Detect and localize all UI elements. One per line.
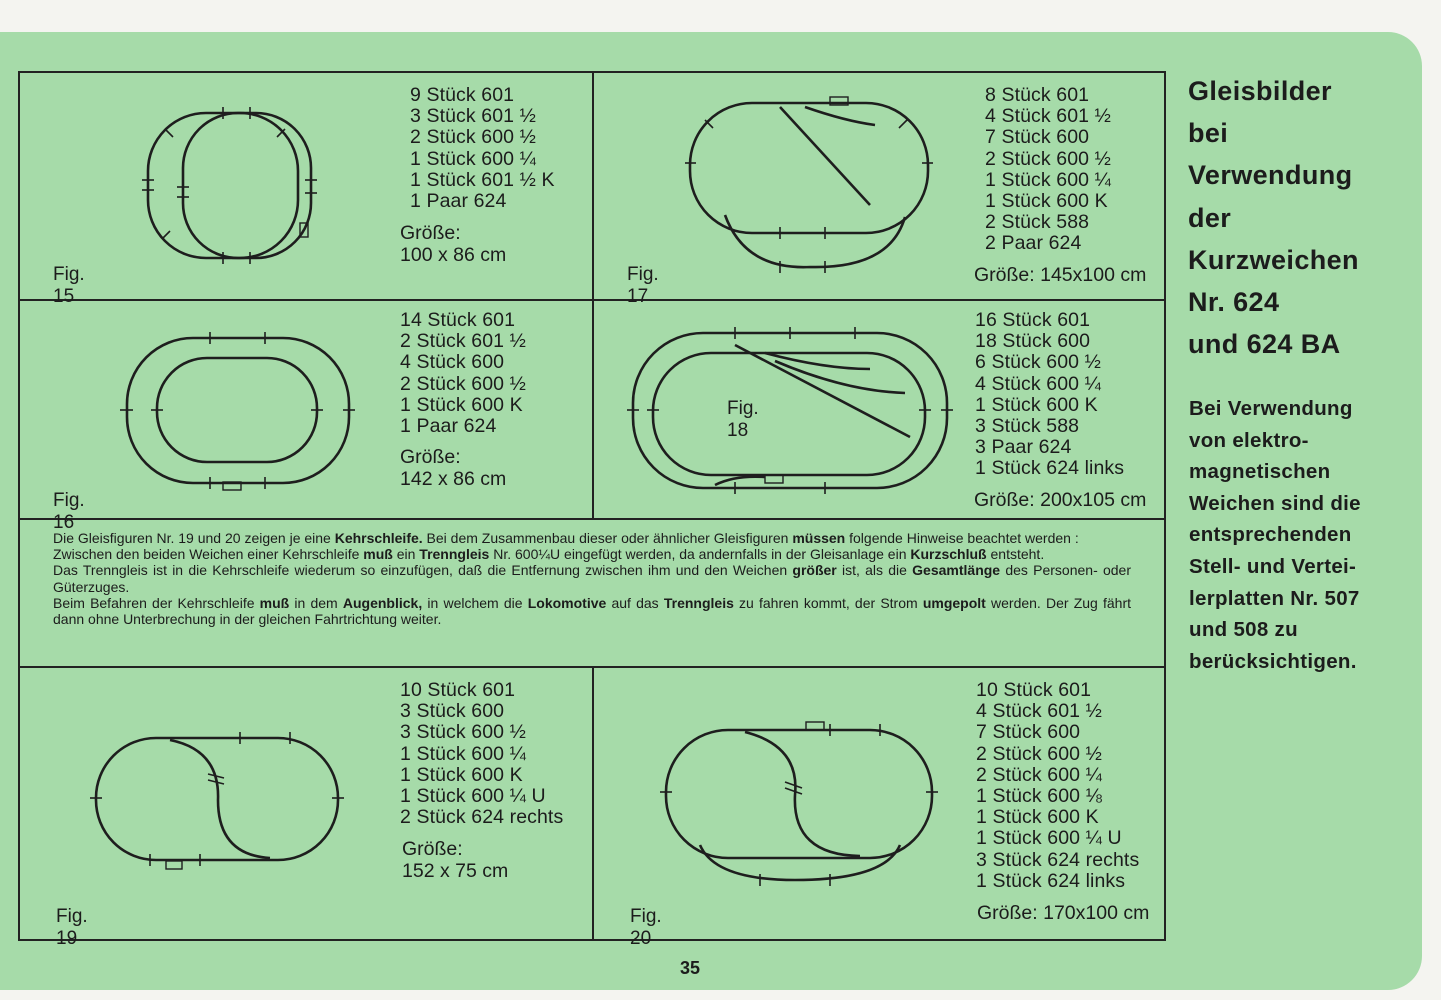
figure-20-parts-list: 10 Stück 601 4 Stück 601 ½ 7 Stück 600 2 Stück 600 ½ 2 Stück 600 ¼ 1 Stück 600 ⅛ 1 Stück 600 K 1 Stück 600 ¼ U 3 Stück 624 rechts 1 Stück 624 links — [976, 679, 1140, 892]
notes-paragraph-4: Beim Befahren der Kehrschleife muß in dem Augenblick, in welchem die Lokomotive auf das Trenngleis zu fahren kommt, der Strom umgepolt werden. Der Zug fährt dann ohne Unterbrechung in der gleichen Fahrtrichtung weiter. — [53, 594, 1132, 628]
figure-19-track-diagram — [90, 730, 345, 870]
figure-20-size: Größe: 170x100 cm — [977, 902, 1150, 924]
figure-16-size: Größe: 142 x 86 cm — [400, 446, 507, 490]
figure-19-label: Fig. 19 — [56, 906, 88, 949]
figure-17-parts-list: 8 Stück 601 4 Stück 601 ½ 7 Stück 600 2 Stück 600 ½ 1 Stück 600 ¼ 1 Stück 600 K 2 Stück 588 2 Paar 624 — [985, 84, 1111, 255]
grid-divider-vertical-top — [592, 72, 594, 518]
reversing-loop-notes — [53, 530, 1131, 627]
figure-15-label: Fig. 15 — [53, 264, 85, 307]
figure-15-track-diagram — [140, 105, 320, 270]
figure-16-track-diagram — [115, 330, 360, 490]
grid-divider-vertical-bottom — [592, 667, 594, 939]
figure-20-track-diagram — [660, 720, 940, 885]
figure-17-track-diagram — [685, 95, 935, 275]
figure-16-parts-list: 14 Stück 601 2 Stück 601 ½ 4 Stück 600 2 Stück 600 ½ 1 Stück 600 K 1 Paar 624 — [400, 309, 526, 438]
figure-17-size: Größe: 145x100 cm — [974, 264, 1147, 286]
figure-18-label: Fig. 18 — [727, 398, 759, 441]
figure-15-size: Größe: 100 x 86 cm — [400, 222, 507, 266]
figure-18-size: Größe: 200x105 cm — [974, 489, 1147, 511]
sidebar-note: Bei Verwendung von elektro- magnetischen Weichen sind die entsprechenden Stell- und Vertei- lerplatten Nr. 507 und 508 zu berücksichtigen. — [1189, 397, 1361, 673]
figure-20-label: Fig. 20 — [630, 906, 662, 949]
figure-19-size: Größe: 152 x 75 cm — [402, 838, 509, 882]
page-number: 35 — [680, 958, 701, 978]
figure-18-parts-list: 16 Stück 601 18 Stück 600 6 Stück 600 ½ 4 Stück 600 ¼ 1 Stück 600 K 3 Stück 588 3 Paar 624 1 Stück 624 links — [975, 309, 1125, 480]
grid-divider-row2 — [19, 518, 1165, 520]
notes-paragraph-2: Zwischen den beiden Weichen einer Kehrschleife muß ein Trenngleis Nr. 600¼U eingefügt werden, da andernfalls in der Gleisanlage ein Kurzschluß entsteht. — [53, 546, 1045, 563]
sidebar-title: Gleisbilder bei Verwendung der Kurzweichen Nr. 624 und 624 BA — [1188, 76, 1359, 360]
notes-paragraph-3: Das Trenngleis ist in die Kehrschleife wiederum so einzufügen, daß die Entfernung zwischen ihm und den Weichen größer ist, als die Gesamtlänge des Personen- oder Güterzuges. — [53, 562, 1131, 595]
figure-17-label: Fig. 17 — [627, 264, 659, 307]
grid-divider-row1 — [19, 299, 1165, 301]
figure-18-track-diagram — [625, 325, 955, 495]
figure-19-parts-list: 10 Stück 601 3 Stück 600 3 Stück 600 ½ 1 Stück 600 ¼ 1 Stück 600 K 1 Stück 600 ¼ U 2 Stück 624 rechts — [400, 679, 564, 829]
figure-16-label: Fig. 16 — [53, 490, 85, 533]
notes-paragraph-1: Die Gleisfiguren Nr. 19 und 20 zeigen je eine Kehrschleife. Bei dem Zusammenbau dieser oder ähnlicher Gleisfiguren müssen folgende Hinweise beachtet werden : — [53, 530, 1079, 546]
figure-15-parts-list: 9 Stück 601 3 Stück 601 ½ 2 Stück 600 ½ 1 Stück 600 ¼ 1 Stück 601 ½ K 1 Paar 624 — [410, 84, 555, 213]
